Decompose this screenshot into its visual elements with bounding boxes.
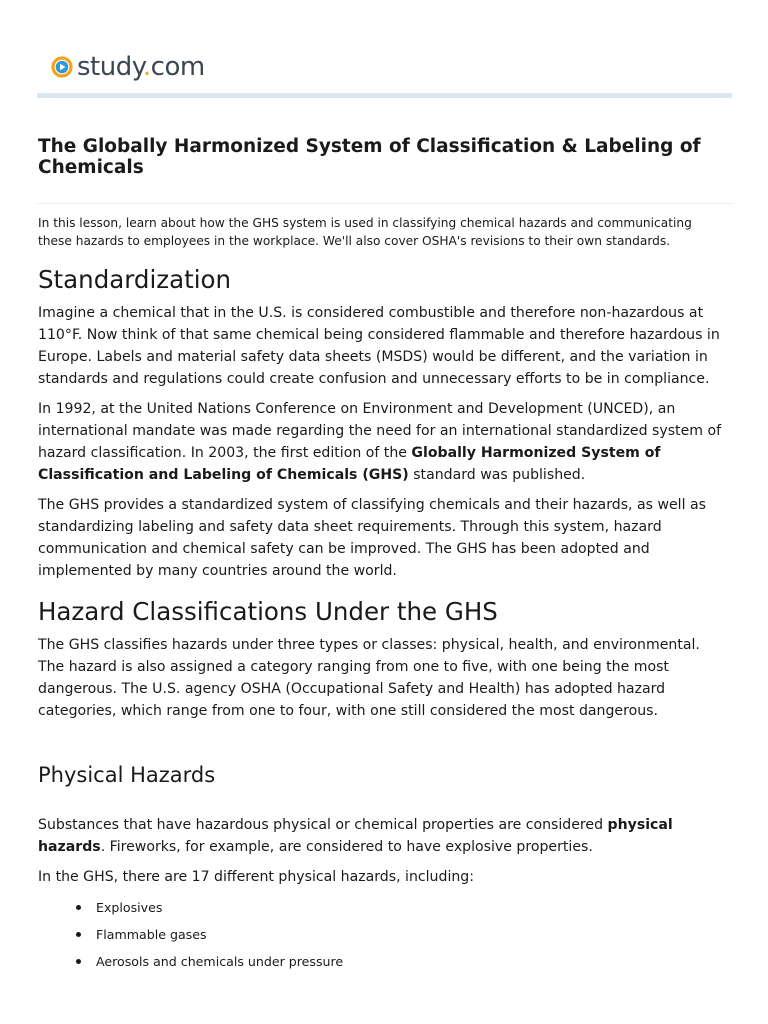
paragraph-text: In 1992, at the United Nations Conference on Environment and Development (UNCED), an international mandate was made regarding the need for an international standardized system of hazard classification. In 2003, the first edition of the <box>38 401 722 461</box>
physical-hazards-paragraph-2: In the GHS, there are 17 different physical hazards, including: <box>38 869 474 885</box>
list-item <box>38 894 728 921</box>
bullet-icon <box>76 959 81 964</box>
bullet-icon <box>76 932 81 937</box>
physical-hazards-paragraph-1 <box>38 814 728 858</box>
title-divider <box>37 203 732 204</box>
physical-hazards-list <box>38 894 728 975</box>
list-item <box>38 948 728 975</box>
paragraph-text: Substances that have hazardous physical or chemical properties are considered <box>38 817 608 833</box>
physical-hazards-term: physical hazards <box>38 817 673 855</box>
article-body <box>38 262 728 975</box>
document-title: The Globally Harmonized System of Classification & Labeling of Chemicals <box>38 136 701 178</box>
standardization-paragraph-2 <box>38 398 728 486</box>
standardization-paragraph-1: Imagine a chemical that in the U.S. is considered combustible and therefore non-hazardous at 110°F. Now think of that same chemical being considered flammable and therefore hazardous in Europe. Labels and material safety data sheets (MSDS) would be different, and the variation in standards and regulations could create confusion and unnecessary efforts to be in compliance. <box>38 305 720 387</box>
standardization-paragraph-3: The GHS provides a standardized system of classifying chemicals and their hazards, as well as standardizing labeling and safety data sheet requirements. Through this system, hazard communication and chemical safety can be improved. The GHS has been adopted and implemented by many countries around the world. <box>38 497 706 579</box>
hazard-classifications-paragraph: The GHS classifies hazards under three types or classes: physical, health, and environmental. The hazard is also assigned a category ranging from one to five, with one being the most dangerous. The U.S. agency OSHA (Occupational Safety and Health) has adopted hazard categories, which range from one to four, with one still considered the most dangerous. <box>38 637 700 719</box>
logo-tld: com <box>150 52 205 82</box>
logo-dot: . <box>142 52 151 82</box>
study-logo[interactable] <box>51 50 205 84</box>
lesson-intro: In this lesson, learn about how the GHS system is used in classifying chemical hazards and communicating these hazards to employees in the workplace. We'll also cover OSHA's revisions to their own standards. <box>38 216 692 248</box>
ghs-term: Globally Harmonized System of Classification and Labeling of Chemicals (GHS) <box>38 445 661 483</box>
physical-hazards-heading: Physical Hazards <box>38 763 216 787</box>
list-item-text: Explosives <box>96 900 163 915</box>
play-circle-icon <box>51 56 73 78</box>
bullet-icon <box>76 905 81 910</box>
hazard-classifications-heading: Hazard Classifications Under the GHS <box>38 597 498 626</box>
header-divider <box>37 93 732 98</box>
list-item-text: Flammable gases <box>96 927 207 942</box>
list-item <box>38 921 728 948</box>
logo-name: study <box>77 52 143 82</box>
paragraph-text: . Fireworks, for example, are considered to have explosive properties. <box>100 839 593 855</box>
standardization-heading: Standardization <box>38 265 232 294</box>
logo-wordmark <box>77 52 205 82</box>
paragraph-text: standard was published. <box>408 467 586 483</box>
list-item-text: Aerosols and chemicals under pressure <box>96 954 344 969</box>
